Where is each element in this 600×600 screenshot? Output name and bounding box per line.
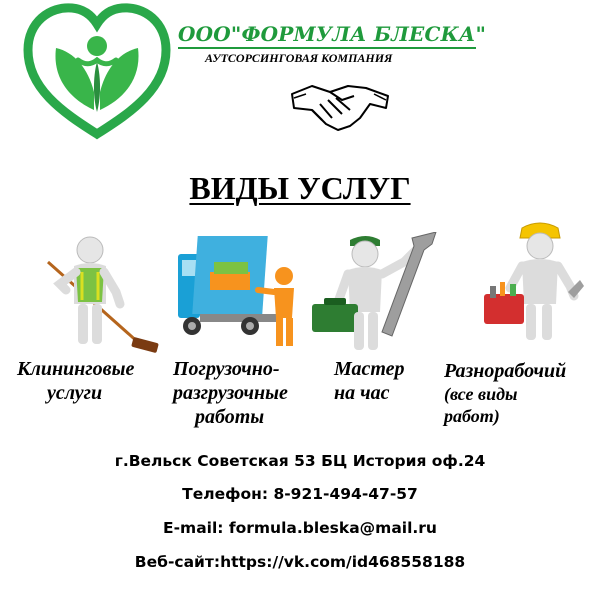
phone-text: Телефон: 8-921-494-47-57 [182, 485, 418, 503]
page-title: ВИДЫ УСЛУГ [189, 170, 411, 206]
laborer-with-toolbox-illustration [470, 216, 590, 344]
loading-truck-illustration [170, 232, 300, 357]
service-laborer-label: Разнорабочий (все виды работ) [444, 360, 567, 426]
website-text: Веб-сайт:https://vk.com/id468558188 [134, 553, 466, 571]
company-name-underline [178, 47, 476, 49]
handshake-icon [290, 74, 390, 136]
master-with-wrench-illustration [308, 232, 443, 357]
cleaning-worker-illustration [40, 232, 160, 357]
logo-heart-icon [22, 2, 172, 142]
service-cleaning-label: Клининговые услуги [17, 358, 135, 404]
email-text: E-mail: formula.bleska@mail.ru [163, 519, 437, 537]
service-loading-label: Погрузочно- разгрузочные работы [173, 358, 288, 428]
service-master-label: Мастер на час [334, 358, 405, 404]
company-name: ООО"ФОРМУЛА БЛЕСКА" [178, 22, 487, 46]
company-subtitle: АУТСОРСИНГОВАЯ КОМПАНИЯ [205, 51, 393, 65]
address-text: г.Вельск Советская 53 БЦ История оф.24 [114, 452, 486, 470]
